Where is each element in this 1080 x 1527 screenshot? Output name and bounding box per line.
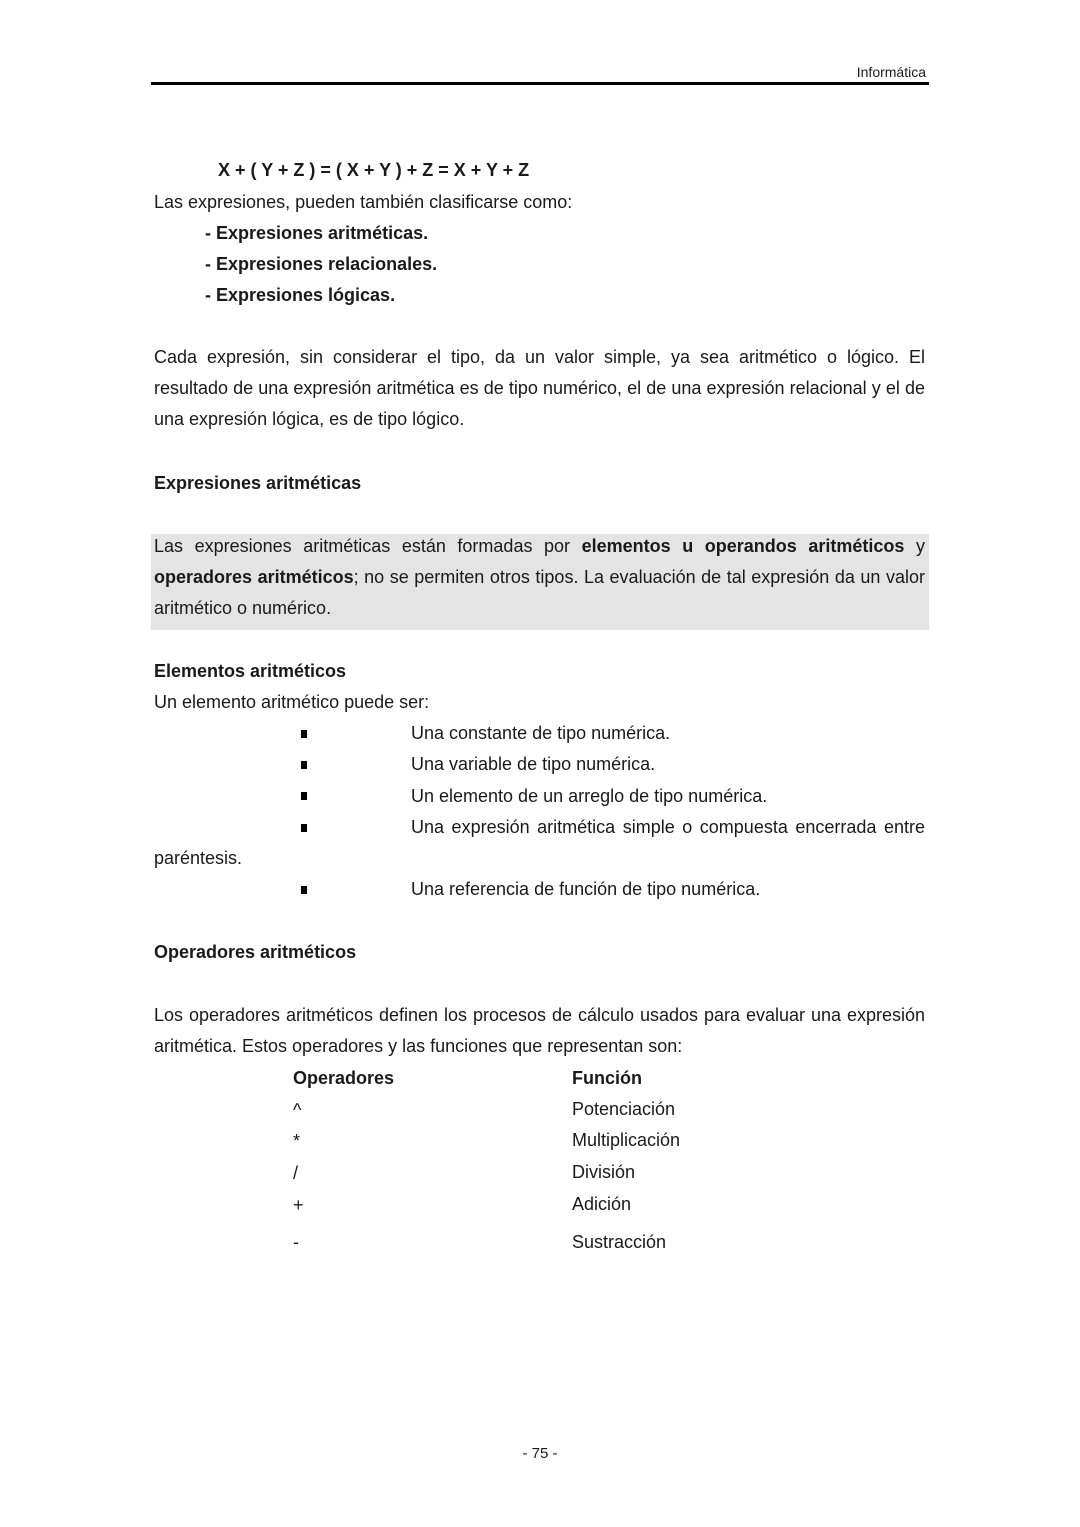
list-item: Una expresión aritmética simple o compuesta encerrada entre [411,817,925,837]
highlight-paragraph [154,531,925,624]
operator-function: Sustracción [572,1232,667,1252]
section-heading-arithmetic-elements: Elementos aritméticos [154,661,347,681]
operators-paragraph: Los operadores aritméticos definen los procesos de cálculo usados para evaluar una expresión aritmética. Estos operadores y las funciones que representan son: [154,1005,925,1056]
operator-function: División [572,1162,636,1182]
intro-text: Las expresiones, pueden también clasificarse como: [154,192,573,212]
elements-intro: Un elemento aritmético puede ser: [154,692,430,712]
list-item: Una constante de tipo numérica. [411,723,671,743]
bullet-icon [301,761,307,769]
operator-symbol: - [293,1232,299,1252]
bullet-icon [301,886,307,894]
section-heading-arithmetic-operators: Operadores aritméticos [154,942,357,962]
formula: X + ( Y + Z ) = ( X + Y ) + Z = X + Y + Z [218,160,530,180]
list-item: Un elemento de un arreglo de tipo numérica. [411,786,768,806]
list-item: Una referencia de función de tipo numérica. [411,879,761,899]
header-title: Informática [856,64,926,80]
operator-function: Multiplicación [572,1130,681,1150]
header-rule [151,82,929,85]
list-item-continuation: paréntesis. [154,848,243,868]
type-item: - Expresiones aritméticas. [205,223,429,243]
operator-symbol: + [293,1195,304,1215]
section-heading-arithmetic-expressions: Expresiones aritméticas [154,473,362,493]
highlight-text: Las expresiones aritméticas están formadas por [154,536,582,556]
type-item: - Expresiones lógicas. [205,285,396,305]
highlight-text: y [904,536,925,556]
column-header-function: Función [572,1068,642,1088]
operator-function: Potenciación [572,1099,676,1119]
highlight-bold: operadores aritméticos [154,567,354,587]
operator-symbol: * [293,1131,301,1151]
operator-symbol: / [293,1163,299,1183]
list-item: Una variable de tipo numérica. [411,754,656,774]
paragraph-expression-types: Cada expresión, sin considerar el tipo, da un valor simple, ya sea aritmético o lógico. El resultado de una expresión aritmética es de tipo numérico, el de una expresión relacional y el de una expresión lógica, es de tipo lógico. [154,347,925,429]
bullet-icon [301,792,307,800]
highlight-text: ; no se permiten otros tipos. La evaluación de tal expresión da un valor aritmético o numérico. [154,567,925,618]
page-number: - 75 - [522,1445,558,1462]
operator-function: Adición [572,1194,632,1214]
bullet-icon [301,824,307,832]
bullet-icon [301,730,307,738]
operator-symbol: ^ [293,1100,302,1120]
type-item: - Expresiones relacionales. [205,254,438,274]
highlight-bold: elementos u operandos aritméticos [581,536,905,556]
column-header-operators: Operadores [293,1068,395,1088]
